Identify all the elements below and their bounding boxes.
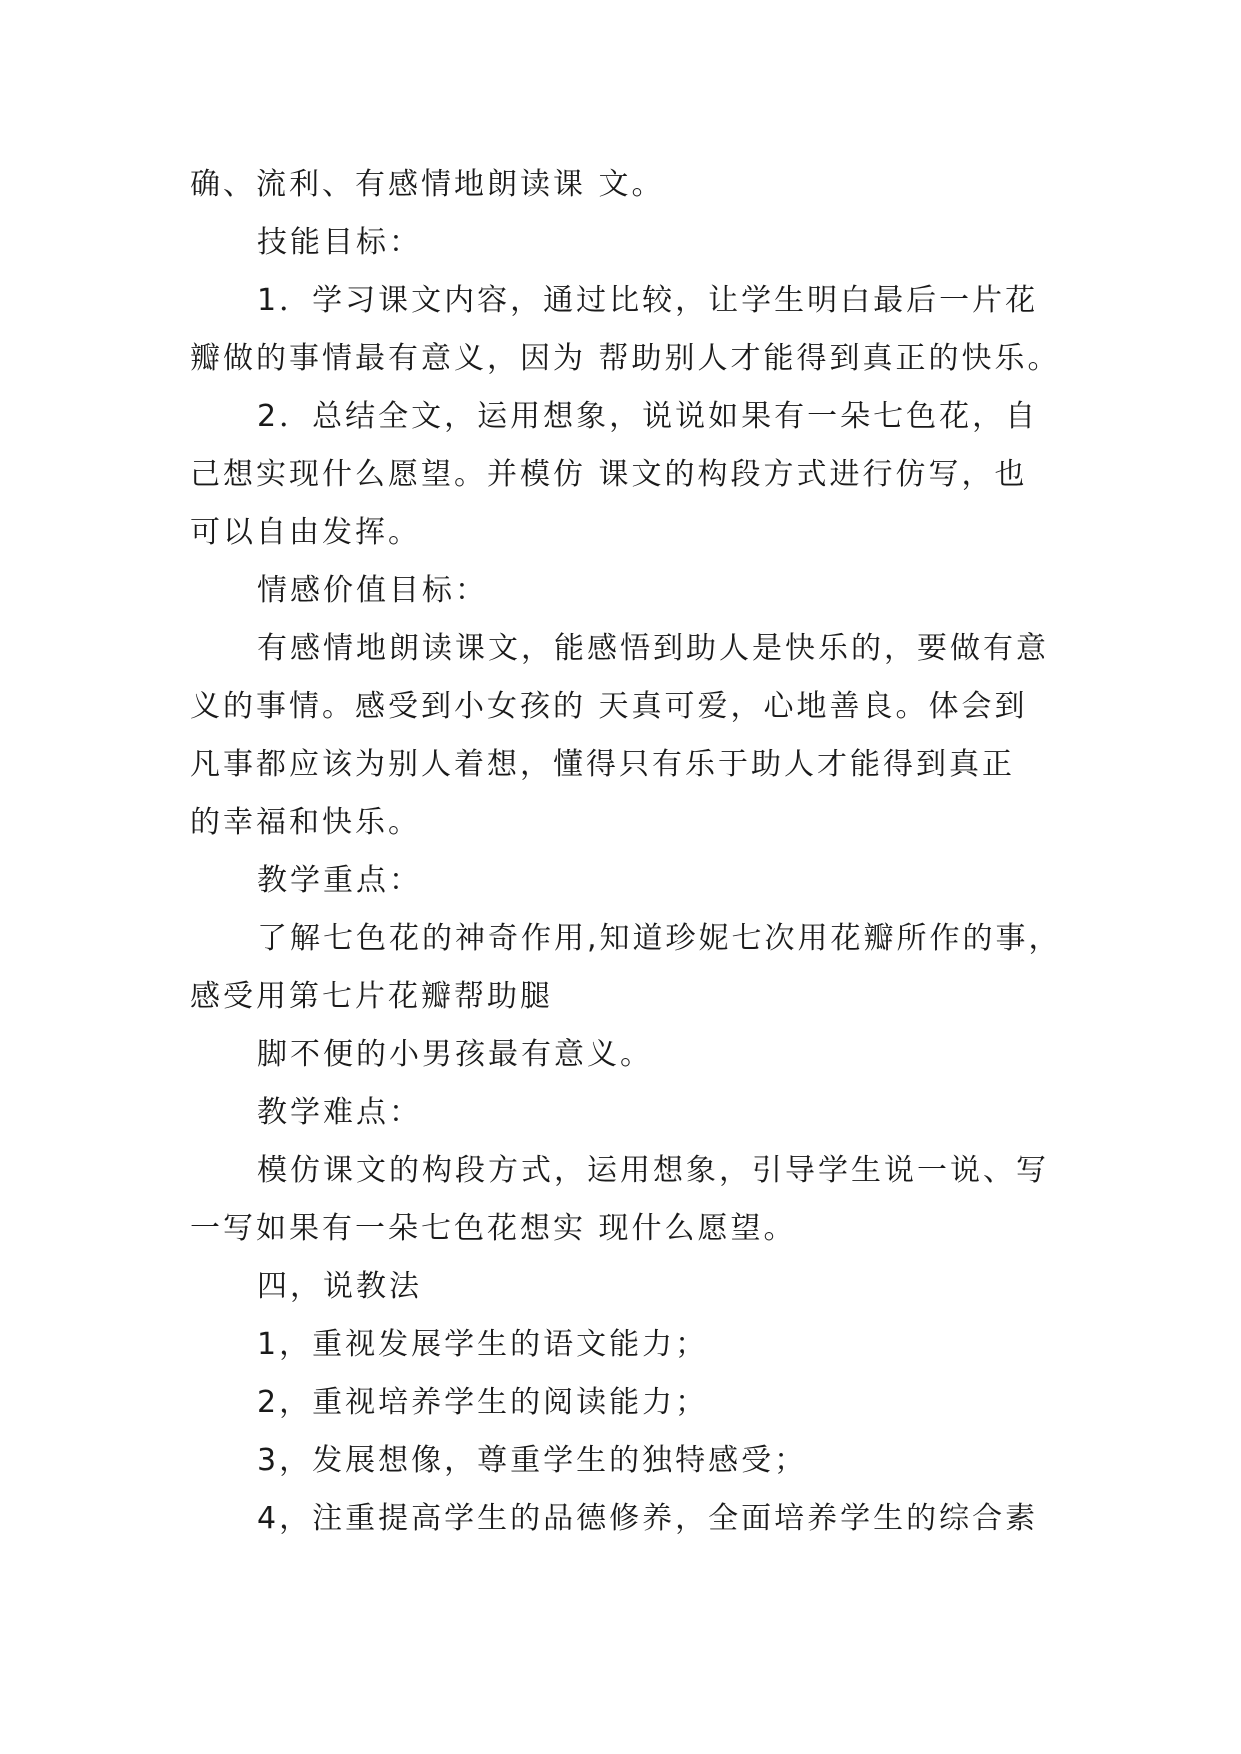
text-line: 教学难点： bbox=[257, 1095, 422, 1130]
text-line: 3，发展想像，尊重学生的独特感受； bbox=[257, 1443, 808, 1478]
text-line: 一写如果有一朵七色花想实 现什么愿望。 bbox=[190, 1211, 797, 1246]
text-line: 1，重视发展学生的语文能力； bbox=[257, 1327, 709, 1362]
text-line: 有感情地朗读课文，能感悟到助人是快乐的，要做有意 bbox=[257, 631, 1049, 666]
text-line: 四，说教法 bbox=[257, 1269, 422, 1304]
text-line: 可以自由发挥。 bbox=[190, 515, 421, 550]
text-line: 了解七色花的神奇作用,知道珍妮七次用花瓣所作的事， bbox=[257, 921, 1062, 956]
text-line: 瓣做的事情最有意义，因为 帮助别人才能得到真正的快乐。 bbox=[190, 341, 1061, 376]
text-line: 2，重视培养学生的阅读能力； bbox=[257, 1385, 709, 1420]
text-line: 技能目标： bbox=[257, 225, 422, 260]
text-line: 1．学习课文内容，通过比较，让学生明白最后一片花 bbox=[257, 283, 1039, 318]
text-line: 己想实现什么愿望。并模仿 课文的构段方式进行仿写，也 bbox=[190, 457, 1028, 492]
text-line: 教学重点： bbox=[257, 863, 422, 898]
text-line: 模仿课文的构段方式，运用想象，引导学生说一说、写 bbox=[257, 1153, 1049, 1188]
text-line: 凡事都应该为别人着想，懂得只有乐于助人才能得到真正 bbox=[190, 747, 1015, 782]
text-line: 感受用第七片花瓣帮助腿 bbox=[190, 979, 553, 1014]
text-line: 情感价值目标： bbox=[257, 573, 488, 608]
text-line: 脚不便的小男孩最有意义。 bbox=[257, 1037, 653, 1072]
text-line: 2．总结全文，运用想象，说说如果有一朵七色花，自 bbox=[257, 399, 1039, 434]
text-line: 的幸福和快乐。 bbox=[190, 805, 421, 840]
text-line: 义的事情。感受到小女孩的 天真可爱，心地善良。体会到 bbox=[190, 689, 1028, 724]
text-line: 确、流利、有感情地朗读课 文。 bbox=[190, 167, 665, 202]
text-line: 4，注重提高学生的品德修养，全面培养学生的综合素 bbox=[257, 1501, 1039, 1536]
